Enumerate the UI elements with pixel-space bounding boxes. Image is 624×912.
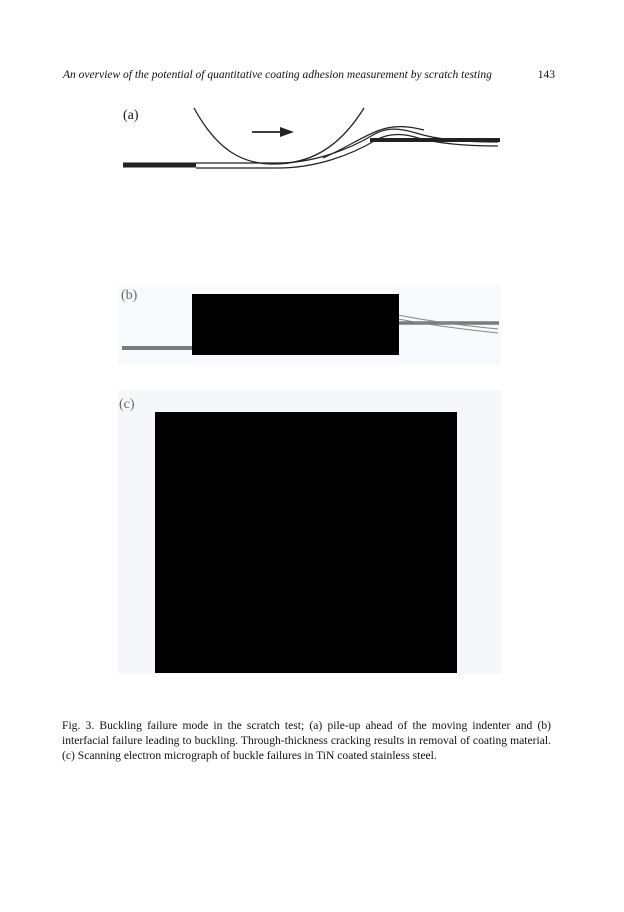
indenter-outline: [194, 108, 364, 164]
panel-b-label: (b): [121, 288, 138, 303]
panel-a-schematic: [118, 100, 508, 180]
running-header: [63, 69, 557, 83]
direction-arrow-icon: [252, 127, 294, 137]
redacted-micrograph: [155, 412, 457, 673]
panel-c-label: (c): [119, 397, 135, 412]
panel-a-label: (a): [123, 108, 139, 123]
running-title: An overview of the potential of quantitative coating adhesion measurement by scratch testing: [63, 69, 492, 81]
buckle-line-2: [398, 319, 498, 333]
redacted-region: [192, 294, 399, 355]
page-number: 143: [537, 69, 555, 81]
figure-caption: Fig. 3. Buckling failure mode in the scratch test; (a) pile-up ahead of the moving indenter and (b) interfacial failure leading to buckling. Through-thickness cracking results in removal of coating material. (c) Scanning electron micrograph of buckle failures in TiN coated stainless steel.: [62, 718, 551, 762]
